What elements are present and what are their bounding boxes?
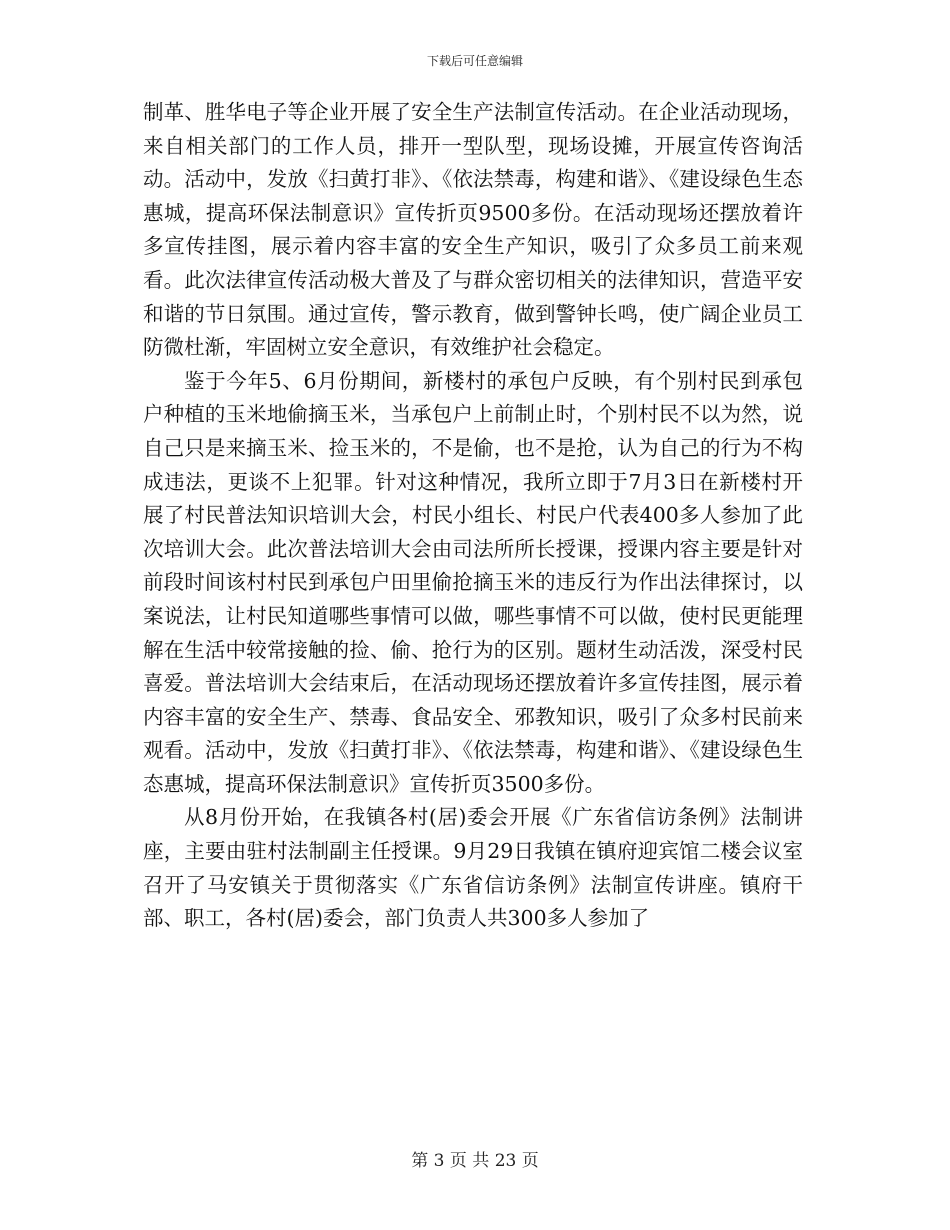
document-body [143, 96, 803, 936]
page-footer: 第 3 页 共 23 页 [411, 1151, 539, 1171]
paragraph-3: 从8月份开始，在我镇各村(居)委会开展《广东省信访条例》法制讲座，主要由驻村法制副主任授课。9月29日我镇在镇府迎宾馆二楼会议室召开了马安镇关于贯彻落实《广东省信访条例》法制宣传讲座。镇府干部、职工，各村(居)委会，部门负责人共300多人参加了 [143, 805, 803, 931]
header-note: 下载后可任意编辑 [426, 54, 523, 68]
paragraph-2: 鉴于今年5、6月份期间，新楼村的承包户反映，有个别村民到承包户种植的玉米地偷摘玉米，当承包户上前制止时，个别村民不以为然，说自己只是来摘玉米、捡玉米的，不是偷，也不是抢，认为自己的行为不构成违法，更谈不上犯罪。针对这种情况，我所立即于7月3日在新楼村开展了村民普法知识培训大会，村民小组长、村民户代表400多人参加了此次培训大会。此次普法培训大会由司法所所长授课，授课内容主要是针对前段时间该村村民到承包户田里偷抢摘玉米的违反行为作出法律探讨，以案说法，让村民知道哪些事情可以做，哪些事情不可以做，使村民更能理解在生活中较常接触的捡、偷、抢行为的区别。题材生动活泼，深受村民喜爱。普法培训大会结束后，在活动现场还摆放着许多宣传挂图，展示着内容丰富的安全生产、禁毒、食品安全、邪教知识，吸引了众多村民前来观看。活动中，发放《扫黄打非》、《依法禁毒，构建和谐》、《建设绿色生态惠城，提高环保法制意识》宣传折页3500多份。 [143, 368, 803, 796]
paragraph-1: 制革、胜华电子等企业开展了安全生产法制宣传活动。在企业活动现场，来自相关部门的工作人员，排开一型队型，现场设摊，开展宣传咨询活动。活动中，发放《扫黄打非》、《依法禁毒，构建和谐》、《建设绿色生态惠城，提高环保法制意识》宣传折页9500多份。在活动现场还摆放着许多宣传挂图，展示着内容丰富的安全生产知识，吸引了众多员工前来观看。此次法律宣传活动极大普及了与群众密切相关的法律知识，营造平安和谐的节日氛围。通过宣传，警示教育，做到警钟长鸣，使广阔企业员工防微杜渐，牢固树立安全意识，有效维护社会稳定。 [143, 100, 803, 360]
